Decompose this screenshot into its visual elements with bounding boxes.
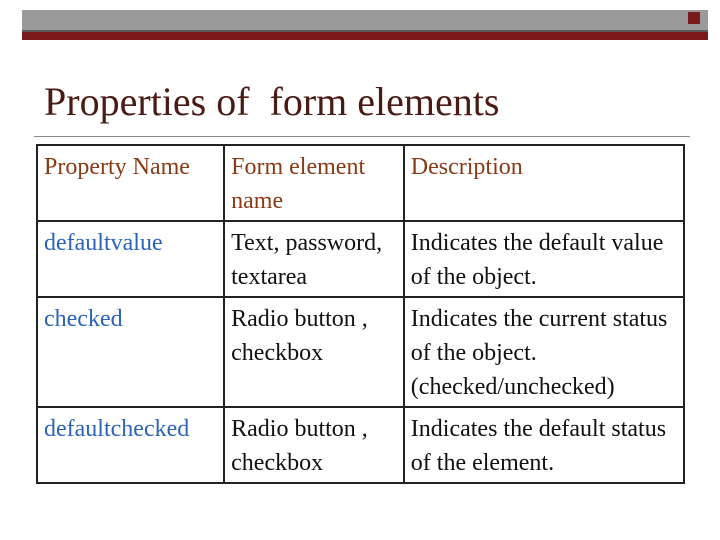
description-cell: Indicates the default status of the element. <box>404 407 684 483</box>
corner-accent-square <box>688 12 700 24</box>
header-description: Description <box>404 145 684 221</box>
header-property-name: Property Name <box>37 145 224 221</box>
title-underline <box>34 136 690 137</box>
header-form-element-name: Form element name <box>224 145 404 221</box>
properties-table <box>36 144 685 484</box>
form-element-cell: Radio button , checkbox <box>224 407 404 483</box>
description-cell: Indicates the current status of the object. (checked/unchecked) <box>404 297 684 407</box>
form-element-cell: Text, password, textarea <box>224 221 404 297</box>
header-red-bar <box>22 32 708 40</box>
description-cell: Indicates the default value of the object. <box>404 221 684 297</box>
table-row <box>37 407 684 483</box>
table-header-row <box>37 145 684 221</box>
property-name-cell: defaultchecked <box>37 407 224 483</box>
slide-title: Properties of form elements <box>44 79 500 124</box>
table-row <box>37 221 684 297</box>
property-name-cell: checked <box>37 297 224 407</box>
form-element-cell: Radio button , checkbox <box>224 297 404 407</box>
table-row <box>37 297 684 407</box>
property-name-cell: defaultvalue <box>37 221 224 297</box>
header-gray-bar <box>22 10 708 32</box>
